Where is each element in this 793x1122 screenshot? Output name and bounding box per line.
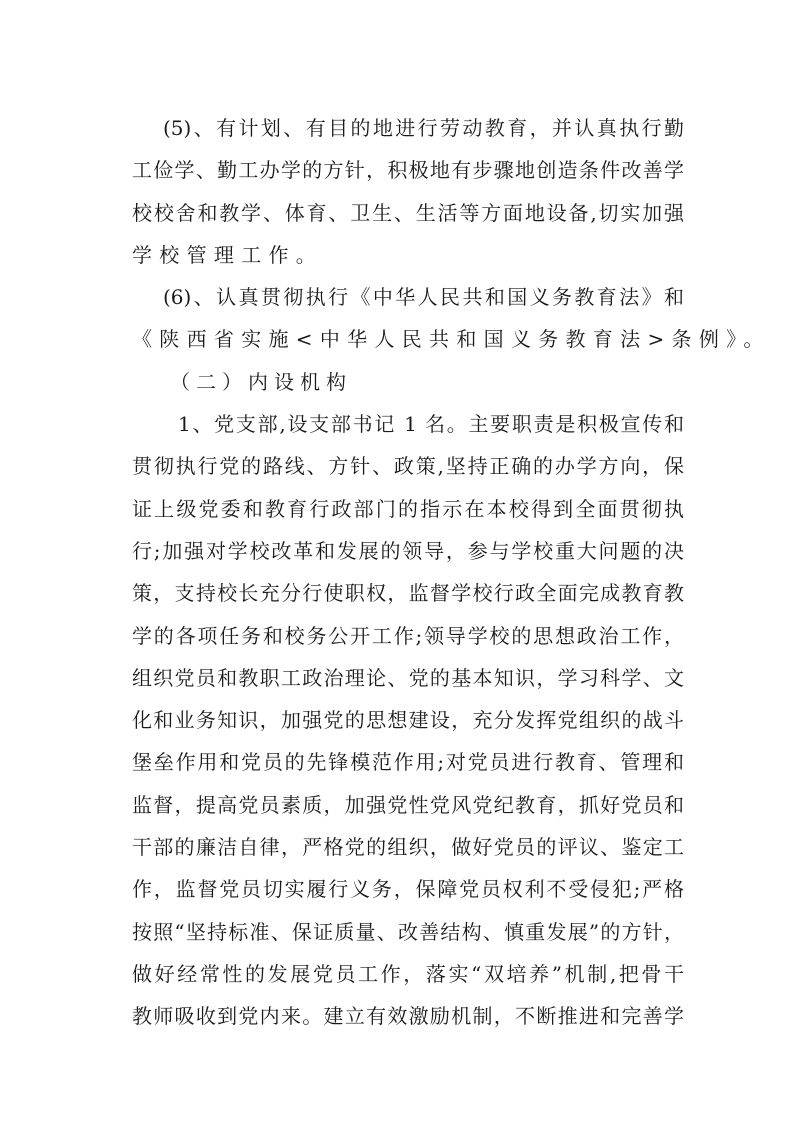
party-branch-paragraph-line: 学的各项任务和校务公开工作;领导学校的思想政治工作， bbox=[132, 623, 684, 648]
party-branch-paragraph-line: 证上级党委和教育行政部门的指示在本校得到全面贯彻执 bbox=[132, 496, 684, 521]
document-body bbox=[132, 107, 771, 1038]
party-branch-paragraph-line: 1、党支部,设支部书记 1 名。主要职责是积极宣传和 bbox=[178, 412, 684, 437]
party-branch-paragraph-line: 组织党员和教职工政治理论、党的基本知识，学习科学、文 bbox=[132, 665, 684, 690]
paragraph-5-line: 学校管理工作。 bbox=[132, 242, 324, 267]
party-branch-paragraph-line: 行;加强对学校改革和发展的领导，参与学校重大问题的决 bbox=[132, 538, 684, 563]
party-branch-paragraph-line: 贯彻执行党的路线、方针、政策,坚持正确的办学方向，保 bbox=[132, 454, 684, 479]
party-branch-paragraph-line: 化和业务知识，加强党的思想建设，充分发挥党组织的战斗 bbox=[132, 708, 684, 733]
paragraph-6-line: (6)、认真贯彻执行《中华人民共和国义务教育法》和 bbox=[163, 285, 684, 310]
section-heading: （二）内设机构 bbox=[170, 369, 352, 394]
paragraph-5-line: 校校舍和教学、体育、卫生、生活等方面地设备,切实加强 bbox=[132, 200, 684, 225]
paragraph-5-line: (5)、有计划、有目的地进行劳动教育，并认真执行勤 bbox=[163, 116, 684, 140]
party-branch-paragraph-line: 干部的廉洁自律，严格党的组织，做好党员的评议、鉴定工 bbox=[132, 835, 684, 860]
party-branch-paragraph-line: 堡垒作用和党员的先锋模范作用;对党员进行教育、管理和 bbox=[132, 750, 684, 775]
party-branch-paragraph-line: 作，监督党员切实履行义务，保障党员权利不受侵犯;严格 bbox=[132, 877, 684, 902]
party-branch-paragraph-line: 教师吸收到党内来。建立有效激励机制，不断推进和完善学 bbox=[132, 1004, 684, 1029]
paragraph-6-line: 《陕西省实施<中华人民共和国义务教育法>条例》。 bbox=[132, 327, 771, 352]
party-branch-paragraph-line: 监督，提高党员素质，加强党性党风党纪教育，抓好党员和 bbox=[132, 792, 684, 817]
party-branch-paragraph-line: 按照“坚持标准、保证质量、改善结构、慎重发展”的方针， bbox=[132, 919, 684, 944]
party-branch-paragraph-line: 做好经常性的发展党员工作，落实“双培养”机制,把骨干 bbox=[132, 961, 684, 986]
party-branch-paragraph-line: 策，支持校长充分行使职权，监督学校行政全面完成教育教 bbox=[132, 581, 684, 606]
paragraph-5-line: 工俭学、勤工办学的方针，积极地有步骤地创造条件改善学 bbox=[132, 158, 684, 183]
